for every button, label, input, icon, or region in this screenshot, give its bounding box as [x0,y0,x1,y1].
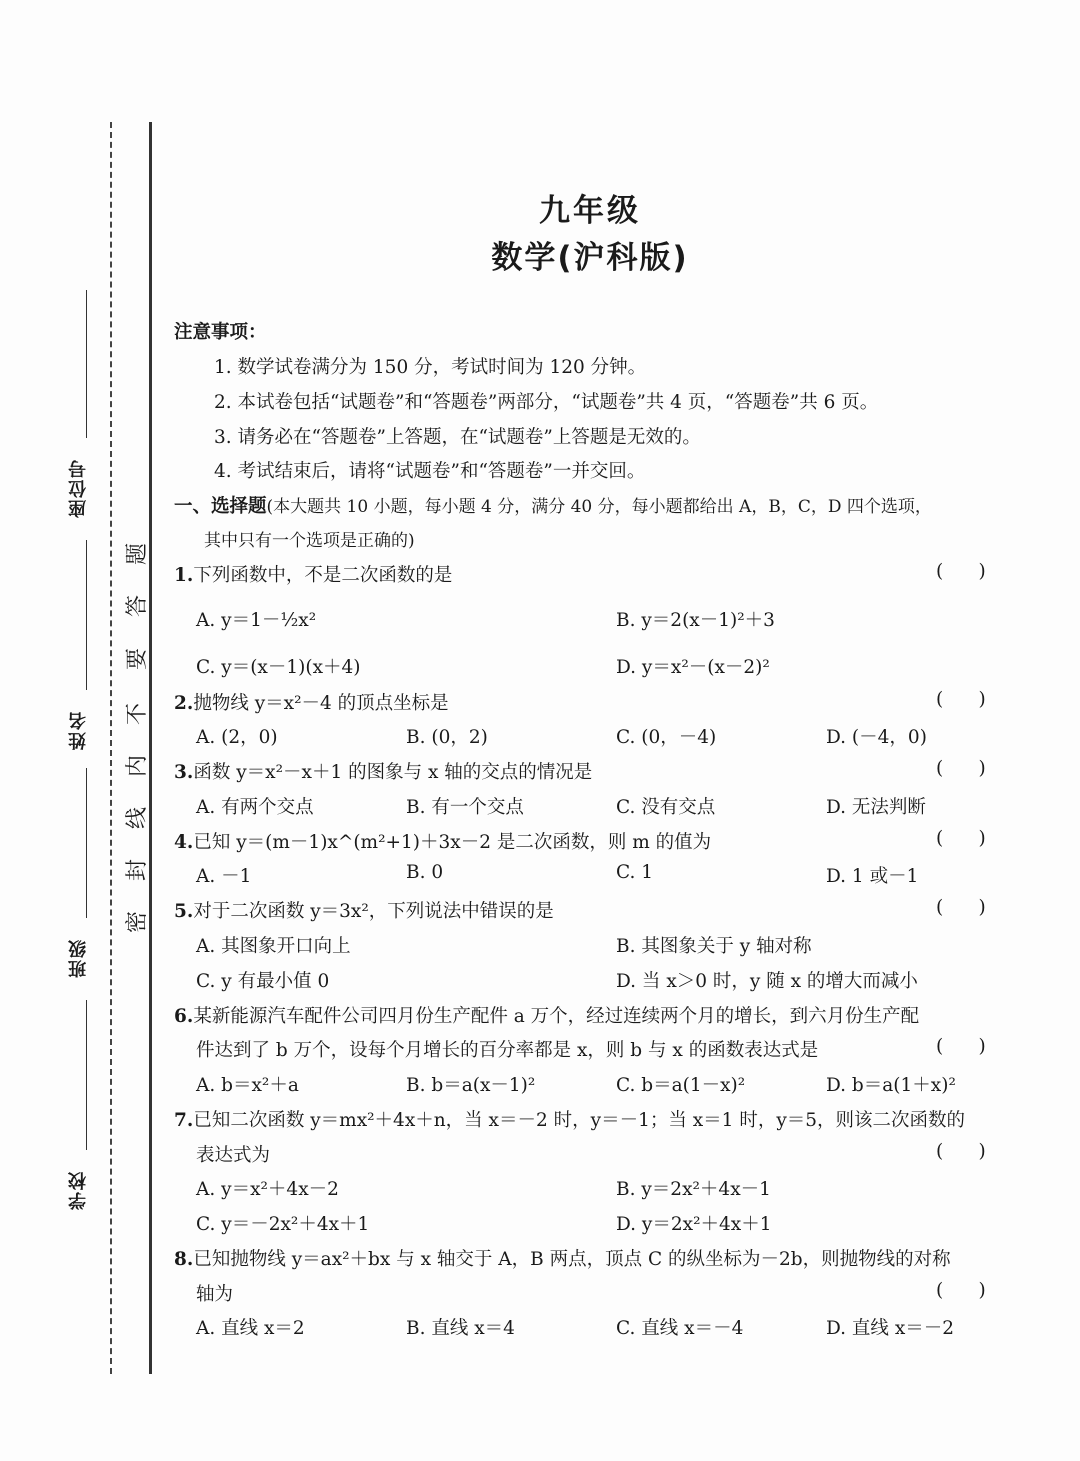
question-number: 3. [174,762,194,783]
seat-number-label: 座位号 [68,458,89,518]
seal-char: 不 [125,703,150,726]
question-stem: 函数 y＝x²－x＋1 的图象与 x 轴的交点的情况是 [193,762,593,783]
option-c: C. y＝－2x²＋4x＋1 [196,1214,370,1235]
question-stem: 已知 y＝(m－1)x^(m²+1)＋3x－2 是二次函数，则 m 的值为 [193,832,712,853]
question-number: 2. [174,693,194,714]
option-a: A. (2，0) [196,727,278,748]
option-b: B. (0，2) [406,727,488,748]
notice-item: 2. 本试卷包括“试题卷”和“答题卷”两部分，“试题卷”共 4 页，“答题卷”共 6 页。 [214,392,879,413]
question-stem: 下列函数中，不是二次函数的是 [193,565,453,586]
question-number: 1. [174,565,194,586]
option-a: A. b＝x²＋a [196,1075,299,1096]
name-blank [86,540,87,690]
school-blank [86,1000,87,1150]
seal-char: 要 [125,648,150,671]
answer-bracket: ( ) [936,561,986,582]
question-6 [174,1002,919,1028]
option-c: C. 直线 x＝－4 [616,1318,744,1339]
question-number: 8. [174,1249,194,1270]
answer-bracket: ( ) [936,758,986,779]
seal-char: 题 [125,543,150,566]
section-heading: 一、选择题 [174,496,267,517]
grade-title: 九年级 [539,193,641,229]
seal-char: 答 [125,595,150,618]
section-desc-continued: 其中只有一个选项是正确的) [204,531,415,551]
option-a: A. 有两个交点 [196,797,314,818]
notice-item: 4. 考试结束后，请将“试题卷”和“答题卷”一并交回。 [214,461,646,482]
option-a: A. 其图象开口向上 [196,936,351,957]
option-b: B. 直线 x＝4 [406,1318,515,1339]
option-c: C. (0，－4) [616,727,717,748]
option-d: D. y＝x²－(x－2)² [616,657,770,678]
answer-bracket: ( ) [936,897,986,918]
notice-item: 1. 数学试卷满分为 150 分，考试时间为 120 分钟。 [214,357,647,378]
option-d: D. 1 或－1 [826,866,919,887]
question-stem: 某新能源汽车配件公司四月份生产配件 a 万个，经过连续两个月的增长，到六月份生产配 [193,1006,920,1027]
seat-number-blank [86,290,87,438]
option-d: D. b＝a(1＋x)² [826,1075,956,1096]
seal-char: 内 [125,755,150,778]
class-label: 班级 [68,938,89,978]
option-b: B. y＝2x²＋4x－1 [616,1179,771,1200]
option-d: D. 直线 x＝－2 [826,1318,955,1339]
subject-title: 数学(沪科版) [491,240,689,276]
seal-char: 封 [125,859,150,882]
section-desc: (本大题共 10 小题，每小题 4 分，满分 40 分，每小题都给出 A，B，C，D 四个选项， [266,497,932,517]
option-b: B. 有一个交点 [406,797,524,818]
option-c: C. 没有交点 [616,797,716,818]
answer-bracket: ( ) [936,1036,986,1057]
seal-char: 密 [125,911,150,934]
question-stem: 抛物线 y＝x²－4 的顶点坐标是 [193,693,449,714]
question-number: 6. [174,1006,194,1027]
option-b: B. 其图象关于 y 轴对称 [616,936,812,957]
question-stem: 对于二次函数 y＝3x²，下列说法中错误的是 [193,901,554,922]
question-stem: 已知二次函数 y＝mx²＋4x＋n，当 x＝－2 时，y＝－1；当 x＝1 时，y＝5，则该二次函数的 [193,1110,966,1131]
answer-bracket: ( ) [936,1141,986,1162]
notice-heading: 注意事项： [174,322,267,343]
option-b: B. b＝a(x－1)² [406,1075,536,1096]
option-d: D. y＝2x²＋4x＋1 [616,1214,772,1235]
question-stem-continued: 表达式为 [196,1145,271,1166]
question-1 [174,561,452,587]
question-number: 5. [174,901,194,922]
option-b: B. 0 [406,862,444,883]
option-d: D. (－4，0) [826,727,927,748]
option-c: C. y 有最小值 0 [196,971,330,992]
question-stem: 已知抛物线 y＝ax²＋bx 与 x 轴交于 A，B 两点，顶点 C 的纵坐标为－2b，则抛物线的对称 [193,1249,951,1270]
answer-bracket: ( ) [936,689,986,710]
school-label: 学校 [68,1170,89,1210]
option-a: A. y＝x²＋4x－2 [196,1179,339,1200]
question-2 [174,689,449,715]
question-4 [174,828,711,854]
name-label: 姓名 [68,710,89,750]
class-blank [86,768,87,918]
option-c: C. y＝(x－1)(x＋4) [196,657,361,678]
option-b: B. y＝2(x－1)²＋3 [616,610,775,631]
question-stem-continued: 件达到了 b 万个，设每个月增长的百分率都是 x，则 b 与 x 的函数表达式是 [196,1040,819,1061]
option-d: D. 无法判断 [826,797,926,818]
answer-bracket: ( ) [936,1280,986,1301]
question-number: 4. [174,832,194,853]
fold-dashed-line [110,122,112,1374]
answer-bracket: ( ) [936,828,986,849]
seal-char: 线 [125,807,150,830]
question-5 [174,897,554,923]
notice-item: 3. 请务必在“答题卷”上答题，在“试题卷”上答题是无效的。 [214,427,701,448]
option-a: A. 直线 x＝2 [196,1318,305,1339]
question-7 [174,1106,965,1132]
question-stem-continued: 轴为 [196,1284,234,1305]
option-c: C. 1 [616,862,654,883]
option-a: A. －1 [196,866,252,887]
section-intro [174,492,932,518]
question-8 [174,1245,951,1271]
question-number: 7. [174,1110,194,1131]
option-c: C. b＝a(1－x)² [616,1075,746,1096]
question-3 [174,758,592,784]
option-a: A. y＝1－½x² [196,610,317,631]
option-d: D. 当 x＞0 时，y 随 x 的增大而减小 [616,971,918,992]
binding-solid-line [149,122,152,1374]
